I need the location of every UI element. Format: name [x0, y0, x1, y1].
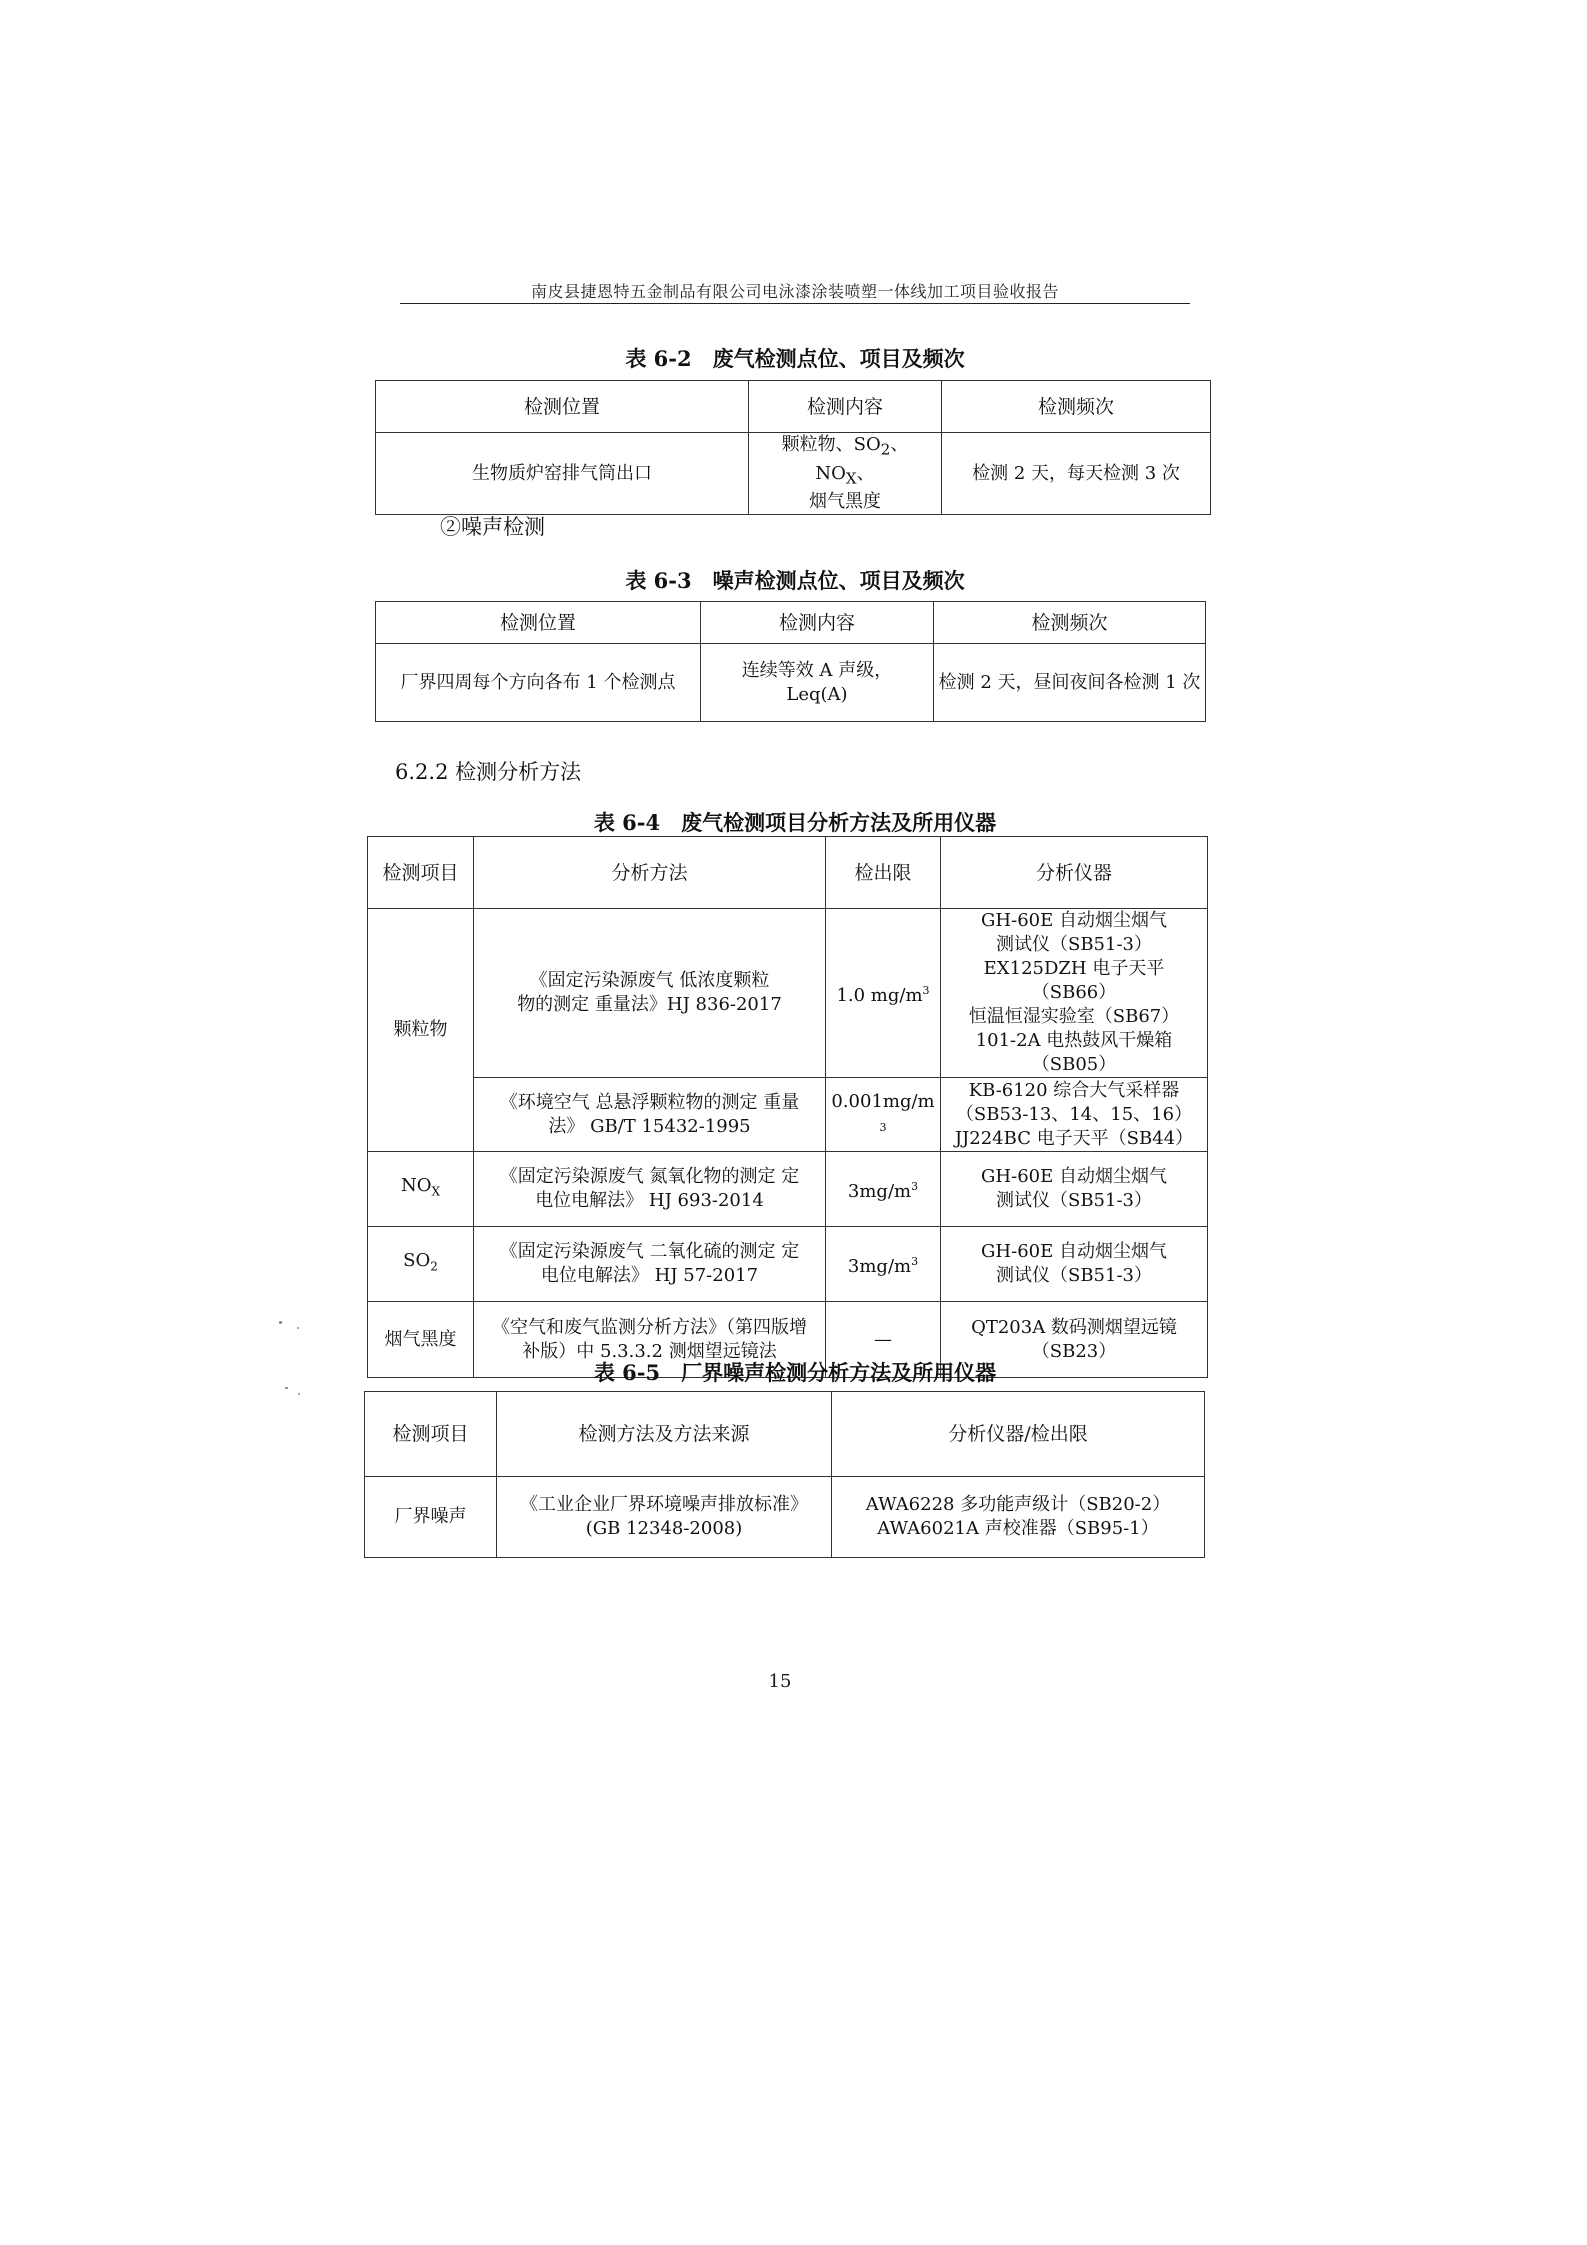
table-6-2-header-content: 检测内容 [749, 381, 942, 433]
table-6-4-smoke-item: 烟气黑度 [368, 1302, 474, 1378]
table-6-2-location: 生物质炉窑排气筒出口 [376, 433, 749, 515]
scan-speck [297, 1327, 299, 1329]
table-6-4-pm-limit-1: 1.0 $mg/m^3$ [826, 909, 941, 1078]
section-6-2-2-heading: 6.2.2 检测分析方法 [395, 760, 582, 784]
table-6-3 [375, 601, 1206, 722]
table-6-4-smoke-instrument: QT203A 数码测烟望远镜 （SB23） [941, 1302, 1208, 1378]
table-6-4-pm-method-1: 《固定污染源废气 低浓度颗粒 物的测定 重量法》HJ 836-2017 [474, 909, 826, 1078]
table-6-4-pm-limit-2: 0.001mg/m 3 [826, 1078, 941, 1152]
table-6-3-content: 连续等效 A 声级， Leq(A) [701, 644, 934, 722]
table-6-2-header-location: 检测位置 [376, 381, 749, 433]
table-6-4-nox-item: $NO_X$ [368, 1152, 474, 1227]
page-number: 15 [768, 1671, 792, 1692]
table-6-4-header-method: 分析方法 [474, 837, 826, 909]
table-6-4-nox-instrument: GH-60E 自动烟尘烟气 测试仪（SB51-3） [941, 1152, 1208, 1227]
table-6-3-caption: 表 6-3 噪声检测点位、项目及频次 [625, 568, 965, 593]
table-6-2-content: 颗粒物、$SO_2$、$NO_X$、 烟气黑度 [749, 433, 942, 515]
table-6-4-caption: 表 6-4 废气检测项目分析方法及所用仪器 [593, 810, 997, 835]
table-6-5 [364, 1391, 1205, 1558]
report-header: 南皮县捷恩特五金制品有限公司电泳漆涂装喷塑一体线加工项目验收报告 [530, 282, 1059, 301]
table-6-4-pm-method-2: 《环境空气 总悬浮颗粒物的测定 重量 法》 GB/T 15432-1995 [474, 1078, 826, 1152]
table-6-4-smoke-method: 《空气和废气监测分析方法》（第四版增 补版）中 5.3.3.2 测烟望远镜法 [474, 1302, 826, 1378]
header-rule [400, 303, 1190, 304]
table-6-4-header-instrument: 分析仪器 [941, 837, 1208, 909]
table-6-4 [367, 836, 1208, 1378]
table-6-4-header-limit: 检出限 [826, 837, 941, 909]
table-6-4-so2-item: $SO_2$ [368, 1227, 474, 1302]
table-6-3-header-location: 检测位置 [376, 602, 701, 644]
scan-speck [298, 1393, 300, 1395]
table-6-2-header-frequency: 检测频次 [942, 381, 1211, 433]
table-6-2 [375, 380, 1211, 515]
table-6-5-instrument: AWA6228 多功能声级计（SB20-2） AWA6021A 声校准器（SB95-1） [832, 1477, 1205, 1558]
section-noise-heading: ②噪声检测 [440, 515, 545, 539]
table-6-2-frequency: 检测 2 天，每天检测 3 次 [942, 433, 1211, 515]
table-6-4-smoke-limit: — [826, 1302, 941, 1378]
table-6-3-header-frequency: 检测频次 [934, 602, 1206, 644]
table-6-4-pm-instrument-1: GH-60E 自动烟尘烟气 测试仪（SB51-3） EX125DZH 电子天平（SB66） 恒温恒湿实验室（SB67） 101-2A 电热鼓风干燥箱（SB05） [941, 909, 1208, 1078]
table-6-5-item: 厂界噪声 [365, 1477, 497, 1558]
table-6-5-header-item: 检测项目 [365, 1392, 497, 1477]
table-6-5-header-instrument: 分析仪器/检出限 [832, 1392, 1205, 1477]
table-6-4-nox-limit: $3mg/m^3$ [826, 1152, 941, 1227]
table-6-2-caption: 表 6-2 废气检测点位、项目及频次 [625, 346, 965, 371]
table-6-3-location: 厂界四周每个方向各布 1 个检测点 [376, 644, 701, 722]
table-6-4-so2-limit: $3mg/m^3$ [826, 1227, 941, 1302]
table-6-4-so2-instrument: GH-60E 自动烟尘烟气 测试仪（SB51-3） [941, 1227, 1208, 1302]
table-6-4-pm-item: 颗粒物 [368, 909, 474, 1152]
table-6-4-so2-method: 《固定污染源废气 二氧化硫的测定 定 电位电解法》 HJ 57-2017 [474, 1227, 826, 1302]
table-6-4-nox-method: 《固定污染源废气 氮氧化物的测定 定 电位电解法》 HJ 693-2014 [474, 1152, 826, 1227]
scan-speck [279, 1321, 282, 1324]
table-6-4-header-item: 检测项目 [368, 837, 474, 909]
table-6-3-frequency: 检测 2 天，昼间夜间各检测 1 次 [934, 644, 1206, 722]
table-6-4-pm-instrument-2: KB-6120 综合大气采样器 （SB53-13、14、15、16） JJ224BC 电子天平（SB44） [941, 1078, 1208, 1152]
table-6-5-caption: 表 6-5 厂界噪声检测分析方法及所用仪器 [593, 1360, 997, 1385]
scan-speck [285, 1387, 288, 1389]
table-6-5-header-method: 检测方法及方法来源 [497, 1392, 832, 1477]
table-6-5-method: 《工业企业厂界环境噪声排放标准》 (GB 12348-2008) [497, 1477, 832, 1558]
table-6-3-header-content: 检测内容 [701, 602, 934, 644]
